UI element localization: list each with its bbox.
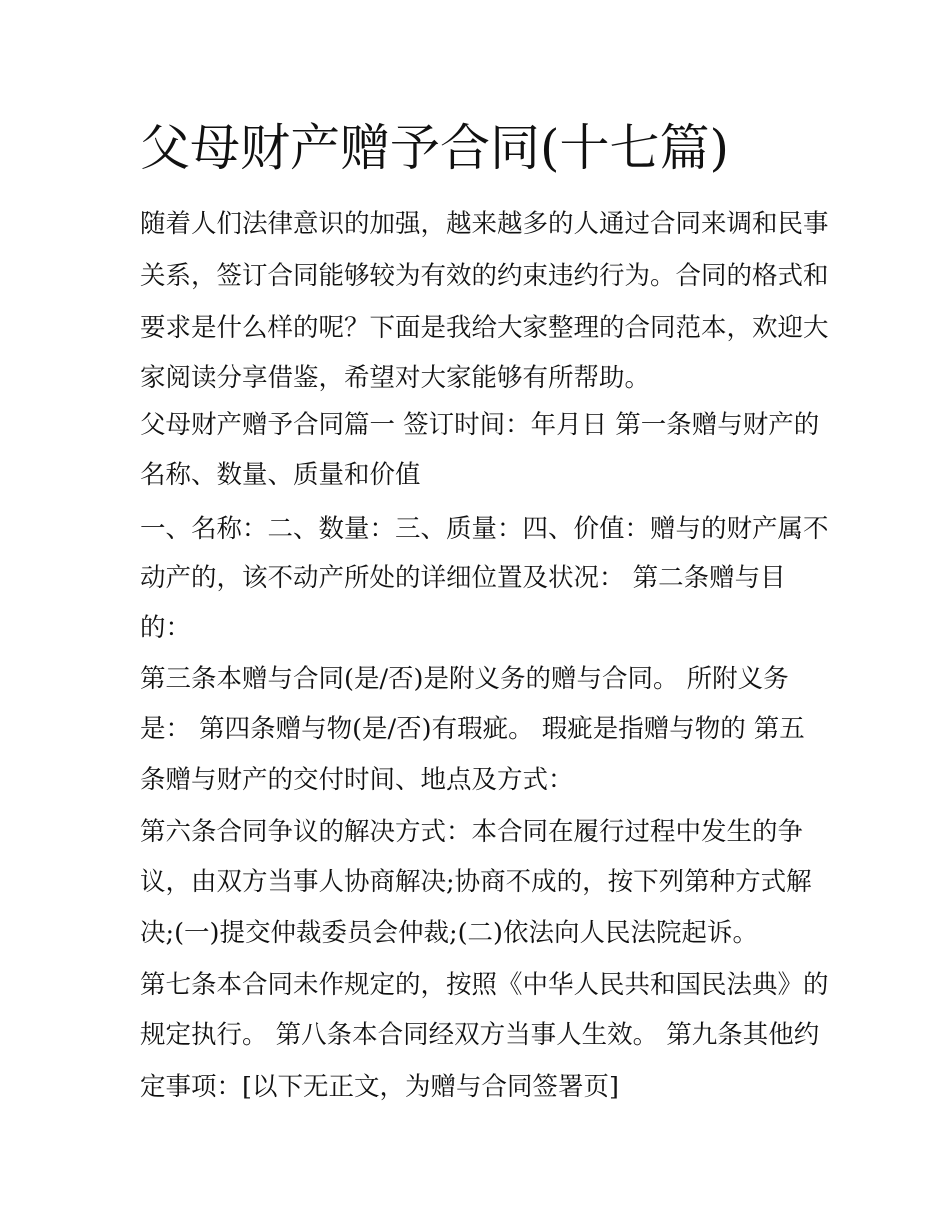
paragraph-line-6: 名称、数量、质量和价值 — [140, 460, 421, 490]
paragraph-line-16: 第七条本合同未作规定的，按照《中华人民共和国民法典》的 — [140, 970, 829, 1000]
document-title: 父母财产赠予合同(十七篇) — [140, 119, 730, 177]
paragraph-line-13: 第六条合同争议的解决方式：本合同在履行过程中发生的争 — [140, 817, 804, 847]
paragraph-line-18: 定事项：[以下无正文，为赠与合同签署页] — [140, 1072, 619, 1102]
paragraph-line-8: 动产的，该不动产所处的详细位置及状况： 第二条赠与目 — [140, 563, 786, 593]
paragraph-line-14: 议，由双方当事人协商解决;协商不成的，按下列第种方式解 — [140, 867, 812, 897]
paragraph-line-5: 父母财产赠予合同篇一 签订时间：年月日 第一条赠与财产的 — [140, 410, 820, 440]
paragraph-line-1: 随着人们法律意识的加强，越来越多的人通过合同来调和民事 — [140, 209, 829, 239]
paragraph-line-7: 一、名称：二、数量：三、质量：四、价值：赠与的财产属不 — [140, 514, 829, 544]
paragraph-line-9: 的： — [140, 613, 192, 643]
paragraph-line-3: 要求是什么样的呢？下面是我给大家整理的合同范本，欢迎大 — [140, 313, 829, 343]
paragraph-line-17: 规定执行。 第八条本合同经双方当事人生效。 第九条其他约 — [140, 1020, 820, 1050]
paragraph-line-11: 是： 第四条赠与物(是/否)有瑕疵。 瑕疵是指赠与物的 第五 — [140, 714, 805, 744]
paragraph-line-2: 关系，签订合同能够较为有效的约束违约行为。合同的格式和 — [140, 261, 829, 291]
paragraph-line-15: 决;(一)提交仲裁委员会仲裁;(二)依法向人民法院起诉。 — [140, 918, 758, 948]
paragraph-line-4: 家阅读分享借鉴，希望对大家能够有所帮助。 — [140, 363, 651, 393]
paragraph-line-12: 条赠与财产的交付时间、地点及方式： — [140, 765, 574, 795]
paragraph-line-10: 第三条本赠与合同(是/否)是附义务的赠与合同。 所附义务 — [140, 664, 789, 694]
